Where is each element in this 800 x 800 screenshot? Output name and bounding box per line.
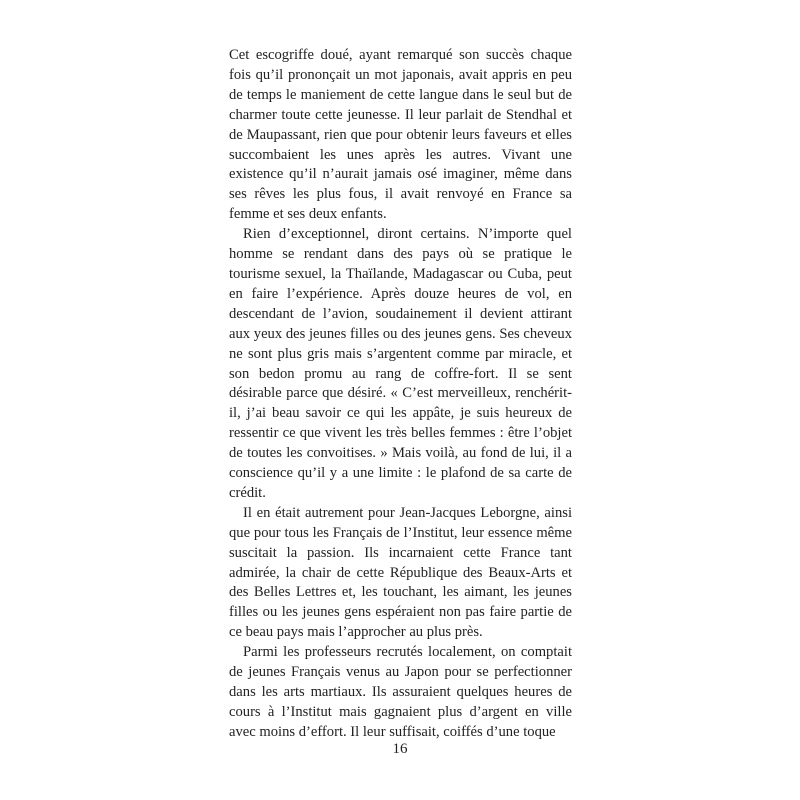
- paragraph-2: Rien d’exceptionnel, diront certains. N’importe quel homme se rendant dans des pays où se pratique le tourisme sexuel, la Thaïlande, Madagascar ou Cuba, peut en faire l’expérience. Après douze heures de vol, en descendant de l’avion, soudainement il devient attirant aux yeux des jeunes filles ou des jeunes gens. Ses cheveux ne sont plus gris mais s’argentent comme par miracle, et son bedon promu au rang de coffre-fort. Il se sent désirable parce que désiré. « C’est merveilleux, renchérit-il, j’ai beau savoir ce qui les appâte, je suis heureux de ressentir ce que vivent les très belles femmes : être l’objet de toutes les convoitises. » Mais voilà, au fond de lui, il a conscience qu’il y a une limite : le plafond de sa carte de crédit.: [229, 226, 572, 501]
- paragraph-3: Il en était autrement pour Jean-Jacques Leborgne, ainsi que pour tous les Français de l’Institut, leur essence même suscitait la passion. Ils incarnaient cette France tant admirée, la chair de cette République des Beaux-Arts et des Belles Lettres et, les touchant, les aimant, les jeunes filles ou les jeunes gens espéraient non pas faire partie de ce beau pays mais l’approcher au plus près.: [229, 504, 572, 641]
- paragraph-4: Parmi les professeurs recrutés localement, on comptait de jeunes Français venus au Japon pour se perfectionner dans les arts martiaux. Ils assuraient quelques heures de cours à l’Institut mais gagnaient plus d’argent en ville avec moins d’effort. Il leur suffisait, coiffés d’une toque: [229, 644, 572, 740]
- body-text: [229, 46, 572, 743]
- paragraph-1: Cet escogriffe doué, ayant remarqué son succès chaque fois qu’il prononçait un mot japonais, avait appris en peu de temps le maniement de cette langue dans le seul but de charmer toute cette jeunesse. Il leur parlait de Stendhal et de Maupassant, rien que pour obtenir leurs faveurs et elles succombaient les unes après les autres. Vivant une existence qu’il n’aurait jamais osé imaginer, même dans ses rêves les plus fous, il avait renvoyé en France sa femme et ses deux enfants.: [229, 47, 572, 223]
- page-number: 16: [392, 741, 408, 757]
